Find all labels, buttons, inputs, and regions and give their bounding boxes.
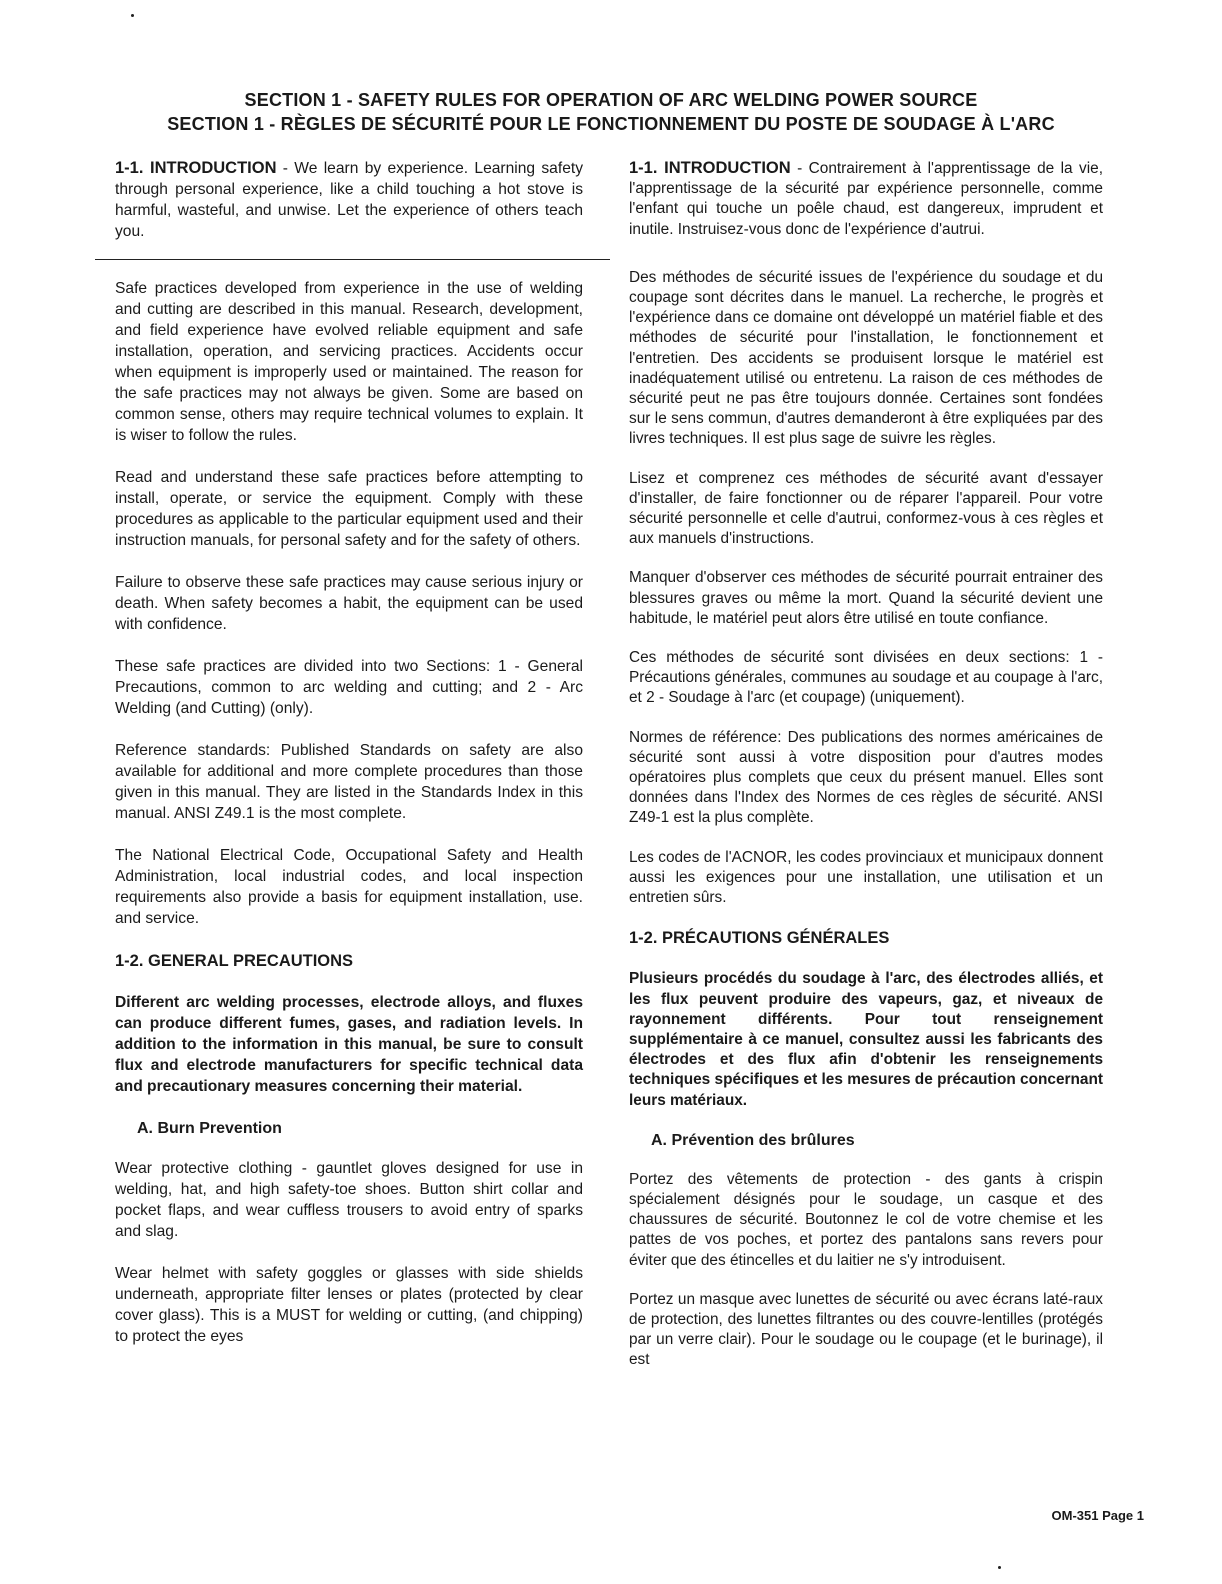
paragraph: The National Electrical Code, Occupational Safety and Health Administration, local industrial codes, and local inspection requirements also provide a basis for equipment installation, use. and service. — [115, 847, 583, 927]
paragraph: Manquer d'observer ces méthodes de sécurité pourrait entrainer des blessures graves ou même la mort. Quand la sécurité devient une habitude, le matériel peut alors être utilisé en toute confiance. — [629, 569, 1103, 627]
title-french: SECTION 1 - RÈGLES DE SÉCURITÉ POUR LE FONCTIONNEMENT DU POSTE DE SOUDAGE À L'ARC — [167, 114, 1055, 134]
paragraph: Portez des vêtements de protection - des gants à crispin spécialement désignés pour le soudage, un casque et des chaussures de sécurité. Boutonnez le col de votre chemise et les pattes de vos poches, et portez des pantalons sans revers pour éviter que des étincelles et du laitier ne s'y introduisent. — [629, 1170, 1103, 1269]
intro-heading: 1-1. INTRODUCTION — [115, 159, 277, 177]
subsection-heading: A. Prévention des brûlures — [651, 1131, 855, 1149]
paragraph: Les codes de l'ACNOR, les codes provinciaux et municipaux donnent aussi les exigences pour une installation, une utilisation et un entretien sûrs. — [629, 848, 1103, 907]
paragraph: Safe practices developed from experience in the use of welding and cutting are described in this manual. Research, development, and field experience have evolved reliable equipment and safe installation, operation, and servicing practices. Accidents occur when equipment is improperly used or maintained. The reason for the safe practices may not always be given. Some are based on common sense, others may require technical volumes to explain. It is wiser to follow the rules. — [115, 280, 583, 444]
paragraph: Wear protective clothing - gauntlet gloves designed for use in welding, hat, and high safety-toe shoes. Button shirt collar and pocket flaps, and wear cuffless trousers to avoid entry of sparks and slag. — [115, 1160, 583, 1240]
title-english: SECTION 1 - SAFETY RULES FOR OPERATION OF ARC WELDING POWER SOURCE — [244, 90, 978, 110]
paragraph: Failure to observe these safe practices may cause serious injury or death. When safety becomes a habit, the equipment can be used with confidence. — [115, 574, 583, 633]
paragraph: Portez un masque avec lunettes de sécurité ou avec écrans laté-raux de protection, des lunettes filtrantes ou des couvre-lentilles (protégés par un verre clair). Pour le soudage ou le coupage (et le burinage), il est — [629, 1290, 1103, 1369]
paragraph: Des méthodes de sécurité issues de l'expérience du soudage et du coupage sont décrites dans le manuel. La recherche, le progrès et l'expérience dans ce domaine ont développé un matériel fiable et des méthodes de sécurité pour l'installation, le fonctionnement et l'entretien. Des accidents se produisent lorsque le matériel est inadéquatement utilisé ou entretenu. La raison de ces méthodes de sécurité peut ne pas être toujours donnée. Certaines sont fondées sur le sens commun, d'autres demanderont à être expliquées par des livres techniques. Il est plus sage de suivre les règles. — [629, 268, 1103, 448]
intro-paragraph — [115, 158, 583, 242]
intro-text: - We learn by experience. Learning safety through personal experience, like a child touching a hot stove is harmful, wasteful, and unwise. Let the experience of others teach you. — [115, 160, 583, 240]
intro-paragraph — [629, 158, 1103, 240]
paragraph: Reference standards: Published Standards on safety are also available for additional and more complete procedures than those given in this manual. They are listed in the Standards Index in this manual. ANSI Z49.1 is the most complete. — [115, 742, 583, 822]
paragraph: These safe practices are divided into two Sections: 1 - General Precautions, common to arc welding and cutting; and 2 - Arc Welding (and Cutting) (only). — [115, 658, 583, 717]
paragraph: Ces méthodes de sécurité sont divisées en deux sections: 1 - Précautions générales, communes au soudage et au coupage à l'arc, et 2 - Soudage à l'arc (et coupage) (uniquement). — [629, 649, 1103, 707]
intro-heading: 1-1. INTRODUCTION — [629, 159, 791, 177]
section-heading: 1-2. PRÉCAUTIONS GÉNÉRALES — [629, 929, 890, 948]
speck — [131, 14, 134, 17]
section-heading: 1-2. GENERAL PRECAUTIONS — [115, 952, 354, 970]
bold-warning: Different arc welding processes, electrode alloys, and fluxes can produce different fumes, gases, and radiation levels. In addition to the information in this manual, be sure to consult flux and electrode manufacturers for specific technical data and precautionary measures concerning their material. — [115, 994, 583, 1095]
section-titles — [0, 88, 1222, 136]
speck — [998, 1566, 1001, 1569]
paragraph: Read and understand these safe practices before attempting to install, operate, or service the equipment. Comply with these procedures as applicable to the particular equipment used and their instruction manuals, for personal safety and for the safety of others. — [115, 469, 583, 549]
french-column — [629, 158, 1103, 1390]
paragraph: Normes de référence: Des publications des normes américaines de sécurité sont aussi à votre disposition pour d'autres modes opératoires plus complets que ceux du présent manuel. Elles sont données dans l'Index des Normes de ces règles de sécurité. ANSI Z49-1 est la plus complète. — [629, 728, 1103, 827]
paragraph: Wear helmet with safety goggles or glasses with side shields underneath, appropriate filter lenses or plates (protected by clear cover glass). This is a MUST for welding or cutting, (and chipping) to protect the eyes — [115, 1265, 583, 1345]
intro-text: - Contrairement à l'apprentissage de la vie, l'apprentissage de la sécurité par expérience personnelle, comme l'enfant qui touche un poêle chaud, est dangereux, imprudent et inutile. Instruisez-vous donc de l'expérience d'autrui. — [629, 160, 1103, 238]
english-column — [115, 158, 583, 1368]
bold-warning: Plusieurs procédés du soudage à l'arc, des électrodes alliés, et les flux peuvent produire des vapeurs, gaz, et niveaux de rayonnement différents. Pour tout renseignement supplémentaire à ce manuel, consultez aussi les fabricants des électrodes et des flux afin d'obtenir les renseignements techniques spécifiques et les mesures de précaution concernant leurs matériaux. — [629, 970, 1103, 1109]
paragraph: Lisez et comprenez ces méthodes de sécurité avant d'essayer d'installer, de faire fonctionner ou de réparer l'appareil. Pour votre sécurité personnelle et celle d'autrui, conformez-vous à ces règles et aux manuels d'instructions. — [629, 469, 1103, 548]
page-footer: OM-351 Page 1 — [1051, 1508, 1144, 1523]
subsection-heading: A. Burn Prevention — [137, 1120, 282, 1137]
